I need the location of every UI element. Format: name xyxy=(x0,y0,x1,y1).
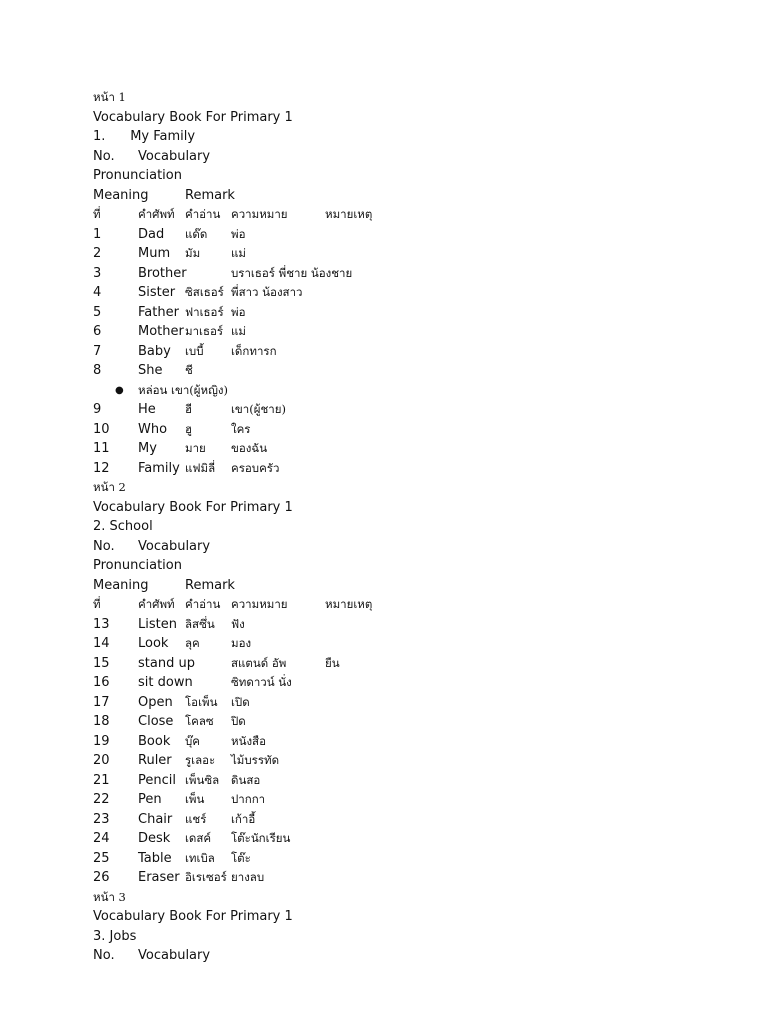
row-word: Mother xyxy=(138,324,184,339)
row-word: He xyxy=(138,402,156,417)
row-reading: บุ๊ค xyxy=(185,733,200,748)
row-reading: ฮู xyxy=(185,421,193,436)
header-row-english xyxy=(93,946,733,966)
row-word: stand up xyxy=(138,655,195,671)
row-number: 2 xyxy=(93,246,102,261)
row-meaning: สแตนด์ อัพ xyxy=(231,655,287,670)
vocab-row xyxy=(93,732,733,752)
vocab-row xyxy=(93,712,733,732)
row-meaning: ใคร xyxy=(231,421,251,436)
header-row-meaning xyxy=(93,576,733,596)
row-meaning: แม่ xyxy=(231,246,246,260)
header-remark: Remark xyxy=(185,577,235,593)
bullet-text: หล่อน เขา(ผู้หญิง) xyxy=(138,382,229,397)
row-word: Listen xyxy=(138,616,177,632)
row-number: 15 xyxy=(93,655,110,671)
row-meaning: เขา(ผู้ชาย) xyxy=(231,402,286,416)
row-reading: รูเลอะ xyxy=(185,753,216,767)
row-reading: อิเรเซอร์ xyxy=(185,870,227,884)
row-number: 14 xyxy=(93,636,110,651)
book-title: Vocabulary Book For Primary 1 xyxy=(93,909,293,924)
thai-header-no: ที่ xyxy=(93,597,101,611)
row-number: 8 xyxy=(93,363,102,378)
header-no: No. xyxy=(93,538,115,554)
row-meaning: ซิทดาวน์ นั่ง xyxy=(231,675,292,689)
row-number: 3 xyxy=(93,265,102,281)
row-word: sit down xyxy=(138,675,193,690)
page-label: หน้า 3 xyxy=(93,889,126,904)
thai-header-word: คำศัพท์ xyxy=(138,597,175,611)
row-word: Ruler xyxy=(138,753,172,768)
header-no: No. xyxy=(93,948,115,963)
header-vocabulary: Vocabulary xyxy=(138,538,211,554)
header-pronunciation: Pronunciation xyxy=(93,168,182,183)
row-meaning: หนังสือ xyxy=(231,733,266,748)
header-row-english xyxy=(93,537,733,557)
row-word: Brother xyxy=(138,265,187,281)
row-number: 23 xyxy=(93,811,110,827)
row-reading: ลิสซึ่น xyxy=(185,616,215,631)
row-word: Eraser xyxy=(138,870,180,885)
row-meaning: ปากกา xyxy=(231,792,266,806)
vocab-row xyxy=(93,868,733,888)
row-meaning: ของฉัน xyxy=(231,441,268,455)
section-title: 3. Jobs xyxy=(93,928,137,944)
vocab-row xyxy=(93,400,733,420)
row-meaning: พ่อ xyxy=(231,226,246,241)
row-reading: เทเบิล xyxy=(185,850,215,865)
row-word: Open xyxy=(138,694,173,710)
thai-header-word: คำศัพท์ xyxy=(138,207,175,221)
thai-header-reading: คำอ่าน xyxy=(185,207,221,221)
row-reading: มาเธอร์ xyxy=(185,324,224,338)
row-reading: ชี xyxy=(185,363,193,377)
row-reading: มัม xyxy=(185,246,201,260)
thai-header-no: ที่ xyxy=(93,207,101,221)
row-meaning: ปิด xyxy=(231,714,246,728)
book-title: Vocabulary Book For Primary 1 xyxy=(93,109,293,125)
row-number: 9 xyxy=(93,402,102,417)
header-meaning: Meaning xyxy=(93,577,149,593)
row-number: 18 xyxy=(93,714,110,729)
header-remark: Remark xyxy=(185,187,235,203)
row-number: 26 xyxy=(93,870,110,885)
row-word: Mum xyxy=(138,246,171,261)
row-reading: ลุค xyxy=(185,636,200,650)
row-number: 19 xyxy=(93,733,110,749)
thai-header-meaning: ความหมาย xyxy=(231,207,288,221)
row-meaning: โต๊ะนักเรียน xyxy=(231,831,291,845)
row-reading: แด๊ด xyxy=(185,226,208,241)
row-meaning: แม่ xyxy=(231,324,246,338)
row-meaning: เด็กทารก xyxy=(231,343,277,358)
row-reading: ฮี xyxy=(185,402,193,416)
vocab-row xyxy=(93,829,733,849)
row-meaning: เก้าอี้ xyxy=(231,811,256,826)
book-title: Vocabulary Book For Primary 1 xyxy=(93,499,293,515)
row-reading: เดสค์ xyxy=(185,831,212,845)
row-reading: เพ็น xyxy=(185,792,205,806)
row-meaning: มอง xyxy=(231,636,252,650)
row-meaning: ครอบครัว xyxy=(231,460,280,475)
header-vocabulary: Vocabulary xyxy=(138,148,211,164)
vocab-row xyxy=(93,459,733,479)
row-number: 10 xyxy=(93,421,110,437)
row-reading: โคลซ xyxy=(185,714,214,728)
vocab-row xyxy=(93,264,733,284)
vocab-row xyxy=(93,615,733,635)
row-meaning: ฟัง xyxy=(231,616,245,631)
thai-header-row xyxy=(93,205,733,225)
row-number: 17 xyxy=(93,694,110,710)
header-pronunciation: Pronunciation xyxy=(93,558,182,573)
row-word: My xyxy=(138,441,157,456)
thai-header-row xyxy=(93,595,733,615)
row-reading: มาย xyxy=(185,441,206,455)
header-meaning: Meaning xyxy=(93,187,149,203)
row-word: Baby xyxy=(138,343,171,359)
vocab-row xyxy=(93,303,733,323)
row-number: 25 xyxy=(93,850,110,866)
row-number: 21 xyxy=(93,772,110,788)
row-reading: แชร์ xyxy=(185,811,207,826)
vocab-row xyxy=(93,634,733,654)
row-number: 4 xyxy=(93,285,102,300)
thai-header-remark: หมายเหตุ xyxy=(325,597,373,611)
vocab-row xyxy=(93,673,733,693)
row-word: Who xyxy=(138,421,168,437)
header-row-english xyxy=(93,147,733,167)
row-reading: เบบี้ xyxy=(185,343,204,358)
vocab-row xyxy=(93,771,733,791)
bullet-icon: ● xyxy=(115,384,124,396)
vocab-row xyxy=(93,322,733,342)
vocab-row xyxy=(93,342,733,362)
row-word: Pen xyxy=(138,792,162,807)
vocab-row xyxy=(93,810,733,830)
row-word: Family xyxy=(138,460,180,476)
row-meaning: บราเธอร์ พี่ชาย น้องชาย xyxy=(231,265,353,280)
row-meaning: ดินสอ xyxy=(231,772,261,787)
row-word: Look xyxy=(138,636,169,651)
row-number: 7 xyxy=(93,343,102,359)
row-number: 5 xyxy=(93,304,102,320)
row-number: 12 xyxy=(93,460,110,476)
vocab-row xyxy=(93,790,733,810)
row-number: 22 xyxy=(93,792,110,807)
row-reading: ฟาเธอร์ xyxy=(185,304,224,319)
vocab-row xyxy=(93,283,733,303)
vocab-list xyxy=(93,400,733,478)
vocab-row xyxy=(93,244,733,264)
row-number: 1 xyxy=(93,226,102,242)
row-meaning: ยางลบ xyxy=(231,870,265,884)
row-word: Chair xyxy=(138,811,173,827)
header-vocabulary: Vocabulary xyxy=(138,948,211,963)
row-number: 6 xyxy=(93,324,102,339)
page-label: หน้า 2 xyxy=(93,480,126,494)
document xyxy=(93,88,733,966)
row-word: Sister xyxy=(138,285,176,300)
row-word: Father xyxy=(138,304,179,320)
section-title: 2. School xyxy=(93,519,153,534)
row-word: She xyxy=(138,363,163,378)
vocab-row xyxy=(93,225,733,245)
vocab-list xyxy=(93,615,733,888)
vocab-row xyxy=(93,439,733,459)
row-number: 24 xyxy=(93,831,110,846)
row-word: Table xyxy=(138,850,172,866)
vocab-row xyxy=(93,654,733,674)
row-meaning: โต๊ะ xyxy=(231,850,251,865)
row-word: Pencil xyxy=(138,772,176,788)
bullet-note xyxy=(93,381,733,401)
thai-header-meaning: ความหมาย xyxy=(231,597,288,611)
vocab-row xyxy=(93,420,733,440)
vocab-row xyxy=(93,849,733,869)
header-no: No. xyxy=(93,148,115,164)
row-meaning: ไม้บรรทัด xyxy=(231,753,280,767)
row-number: 16 xyxy=(93,675,110,690)
row-word: Dad xyxy=(138,226,165,242)
header-row-meaning xyxy=(93,186,733,206)
row-number: 11 xyxy=(93,441,110,456)
vocab-row xyxy=(93,693,733,713)
vocab-row xyxy=(93,751,733,771)
vocab-row xyxy=(93,361,733,381)
row-reading: แฟมิลี่ xyxy=(185,460,216,475)
row-meaning: พ่อ xyxy=(231,304,246,319)
thai-header-reading: คำอ่าน xyxy=(185,597,221,611)
row-word: Close xyxy=(138,714,174,729)
row-word: Desk xyxy=(138,831,171,846)
row-reading: ซิสเธอร์ xyxy=(185,285,224,299)
row-reading: เพ็นซิล xyxy=(185,772,220,787)
row-remark: ยืน xyxy=(325,655,340,670)
row-meaning: เปิด xyxy=(231,694,250,709)
vocab-list xyxy=(93,225,733,381)
section-title: 1. My Family xyxy=(93,129,196,144)
row-reading: โอเพ็น xyxy=(185,694,218,709)
thai-header-remark: หมายเหตุ xyxy=(325,207,373,221)
row-word: Book xyxy=(138,733,171,749)
page-label: หน้า 1 xyxy=(93,90,126,104)
row-number: 13 xyxy=(93,616,110,632)
row-meaning: พี่สาว น้องสาว xyxy=(231,285,303,299)
row-number: 20 xyxy=(93,753,110,768)
